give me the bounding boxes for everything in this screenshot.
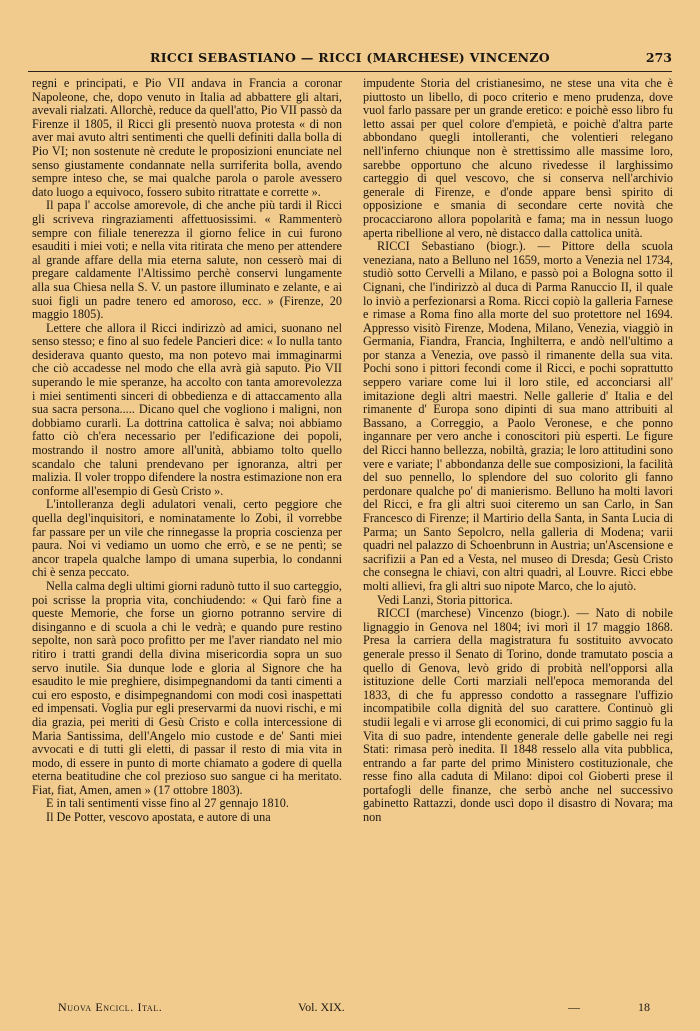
header-title: RICCI SEBASTIANO — RICCI (MARCHESE) VINCENZO (150, 50, 550, 65)
footer-dash: — (568, 1000, 580, 1014)
paragraph: RICCI (marchese) Vincenzo (biogr.). — Nato di nobile lignaggio in Genova nel 1804; ivi morì il 17 maggio 1868. Presa la carriera della magistratura fu sostituito avvocato generale presso il Senato di Torino, donde tramutato poscia a quello di Genova, levò grido di probità nell'opporsi alla istituzione delle Corti marziali nell'epoca memoranda del 1833, di che fu appresso condotto a rassegnare l'uffizio incompatibile colla dignità del suo carattere. Continuò gli studii legali e vi arrose gli economici, di cui primo saggio fu la Vita di suo padre, intendente generale delle gabelle nei regi Stati: rimasa però inedita. Il 1848 resselo alla vita pubblica, entrando a far parte del primo Ministero costituzionale, che resse fino alla caduta di Milano: dipoi col Gioberti prese il portafogli delle finanze, che serbò anche nel successivo gabinetto Rattazzi, donde uscì dopo il disastro di Novara; ma non (363, 606, 673, 825)
paragraph: Il papa l' accolse amorevole, di che anche più tardi il Ricci gli scriveva ringraziamenti affettuosissimi. « Rammenterò sempre con filiale tenerezza il giorno felice in cui furono esauditi i miei voti; e nella vita ritirata che meno per attendere al grande affare della mia eterna salute, non cesserò mai di pregare caldamente l'Altissimo perchè conservi lungamente alla sua Chiesa nella S. V. un pastore illuminato e zelante, e ai suoi figli un padre tenero ed amoroso, ecc. » (Firenze, 20 maggio 1805). (32, 198, 342, 322)
right-column (363, 77, 673, 825)
paragraph: E in tali sentimenti visse fino al 27 gennajo 1810. (46, 796, 289, 811)
footer-signature: 18 (638, 1000, 650, 1014)
paragraph: Nella calma degli ultimi giorni radunò tutto il suo carteggio, poi scrisse la propria vita, conchiudendo: « Qui farò fine a queste Memorie, che forse un giorno potranno servire di disinganno e di scuola a chi le vedrà; e quando pure restino sepolte, non sarà poco profitto per me l'aver riandato nel mio ritiro i tratti grandi della divina misericordia sopra un suo servo inutile. Sia dunque lode e gloria al Signore che ha esaudito le mie preghiere, disimpegnandomi da tanti cimenti a cui ero esposto, e disimpegnandomi con modi così inaspettati ed impensati. Voglia pur egli preservarmi da nuovi rischi, e mi dia grazia, pei meriti di Gesù Cristo e colla intercessione di Maria Santissima, dell'Angelo mio custode e de' Santi miei avvocati e di tutti gli eletti, di passar il resto di mia vita in modo, di essere in punto di morte chiamato a godere di quella eterna beatitudine che col prezioso suo sangue ci ha meritato. Fiat, fiat, Amen, amen » (17 ottobre 1803). (32, 578, 342, 797)
paragraph: L'intolleranza degli adulatori venali, certo peggiore che quella degl'inquisitori, e nominatamente lo Zobi, il vorrebbe far passare per un vile che rinnegasse la propria coscienza per paura. Noi vi vediamo un uomo che errò, e se ne pentì; se ancor trapela qualche lampo di umana superbia, lo condanni chi è senza peccato. (32, 497, 342, 580)
page-number: 273 (645, 50, 672, 65)
paragraph: Lettere che allora il Ricci indirizzò ad amici, suonano nel senso stesso; e fino al suo fedele Pancieri dice: « Io nulla tanto desiderava quanto questo, ma non potevo mai immaginarmi che ciò accadesse nel modo che ella avrà già saputo. Pio VII superando le mie speranze, ha accolto con tanta amorevolezza i miei sentimenti sinceri di obbedienza e di attaccamento alla sua sacra persona..... Dicano quel che vogliono i maligni, non dobbiamo curarli. La dottrina cattolica è salva; noi abbiamo fatto ciò ch'era necessario per l'edificazione dei popoli, mostrando il nostro amore all'unità, abbiamo tolto quello scandalo che taluni prendevano per ignoranza, altri per malizia. Il voler troppo difendere la nostra estimazione non era conforme all'esempio di Gesù Cristo ». (32, 320, 342, 498)
left-column (32, 77, 342, 825)
paragraph: Vedi Lanzi, Storia pittorica. (377, 592, 513, 607)
paragraph: Il De Potter, vescovo apostata, e autore di una (46, 810, 271, 825)
paragraph: RICCI Sebastiano (biogr.). — Pittore della scuola veneziana, nato a Belluno nel 1659, morto a Venezia nel 1734, studiò sotto Cervelli a Milano, e passò poi a Bologna sotto il Cignani, che l'indirizzò al duca di Parma Ranuccio II, il quale lo inviò a perfezionarsi a Roma. Ricci copiò la galleria Farnese e rimase a Roma fino alla morte del suo protettore nel 1694. Appresso visitò Firenze, Modena, Milano, Venezia, viaggiò in Germania, Fiandra, Francia, Inghilterra, e andò nell'ultimo a por stanza a Venezia, ove passò il rimanente della sua vita. Pochi sono i pittori fecondi come il Ricci, e pochi soprattutto seppero variare come lui il loro stile, ed acconciarsi all' imitazione degli altri maestri. Nelle gallerie d' Italia e del rimanente d' Europa sono dipinti di sua mano attribuiti al Bassano, a Correggio, a Paolo Veronese, e che ponno ingannare per vero anche i conoscitori più esperti. Le figure del Ricci hanno bellezza, nobiltà, grazia; le loro attitudini sono vere e variate; l' abbondanza delle sue composizioni, la facilità del suo pennello, lo splendore del suo colorito gli fanno perdonare qualche po' di manierismo. Belluno ha molti lavori del Ricci, e fra gli altri suoi citeremo un san Carlo, in San Francesco di Firenze; il Martirio della Santa, in Santa Lucia di Parma; un Santo Sepolcro, nella galleria di Modena; varii quadri nel palazzo di Schoenbrunn in Austria; un'Ascensione e sacrifizii a Pan ed a Vesta, nel museo di Dresda; Gesù Cristo che consegna le chiavi, con altri quadri, al Louvre. Ricci ebbe molti allievi, fra gli altri suo nipote Marco, che lo ajutò. (363, 239, 673, 593)
header-rule (28, 71, 672, 72)
page-footer (40, 1000, 650, 1018)
footer-publication: Nuova Encicl. Ital. (58, 1000, 163, 1014)
running-header (28, 50, 672, 70)
paragraph: regni e principati, e Pio VII andava in Francia a coronar Napoleone, che, dopo venuto in Italia ad abbattere gli altari, avevali rialzati. Allorchè, reduce da quell'atto, Pio VII passò da Firenze il 1805, il Ricci gli presentò nuova protesta « di non aver mai avuto altri sentimenti che quelli definiti dalla bolla di Pio VI; non sostenute nè credute le proposizioni enunciate nel senso giustamente condannate nella surriferita bolla, avendo sempre inteso che, se mai qualche parola o parole avessero dato luogo a equivoco, fossero subito ritrattate e corrette ». (32, 76, 342, 199)
footer-volume: Vol. XIX. (298, 1000, 345, 1014)
paragraph: impudente Storia del cristianesimo, ne stese una vita che è piuttosto un libello, di poco criterio e meno prudenza, dove vuol farlo passare per un grande eretico: e poichè esso libro fu letto assai per quel colore d'empietà, e poichè d'altra parte abbondano quegli intolleranti, che volentieri relegano nell'inferno chiunque non è strettissimo alle massime loro, sarebbe opportuno che alcuno rivedesse il larghissimo carteggio di quel vescovo, che si conserva nell'archivio generale di Firenze, e d'onde appare bensì spirito di opposizione e smania di secondare certe novità che procacciarono allora popolarità e fama; ma in nessun luogo aperta ribellione al vero, nè distacco dalla cattolica unità. (363, 76, 673, 240)
